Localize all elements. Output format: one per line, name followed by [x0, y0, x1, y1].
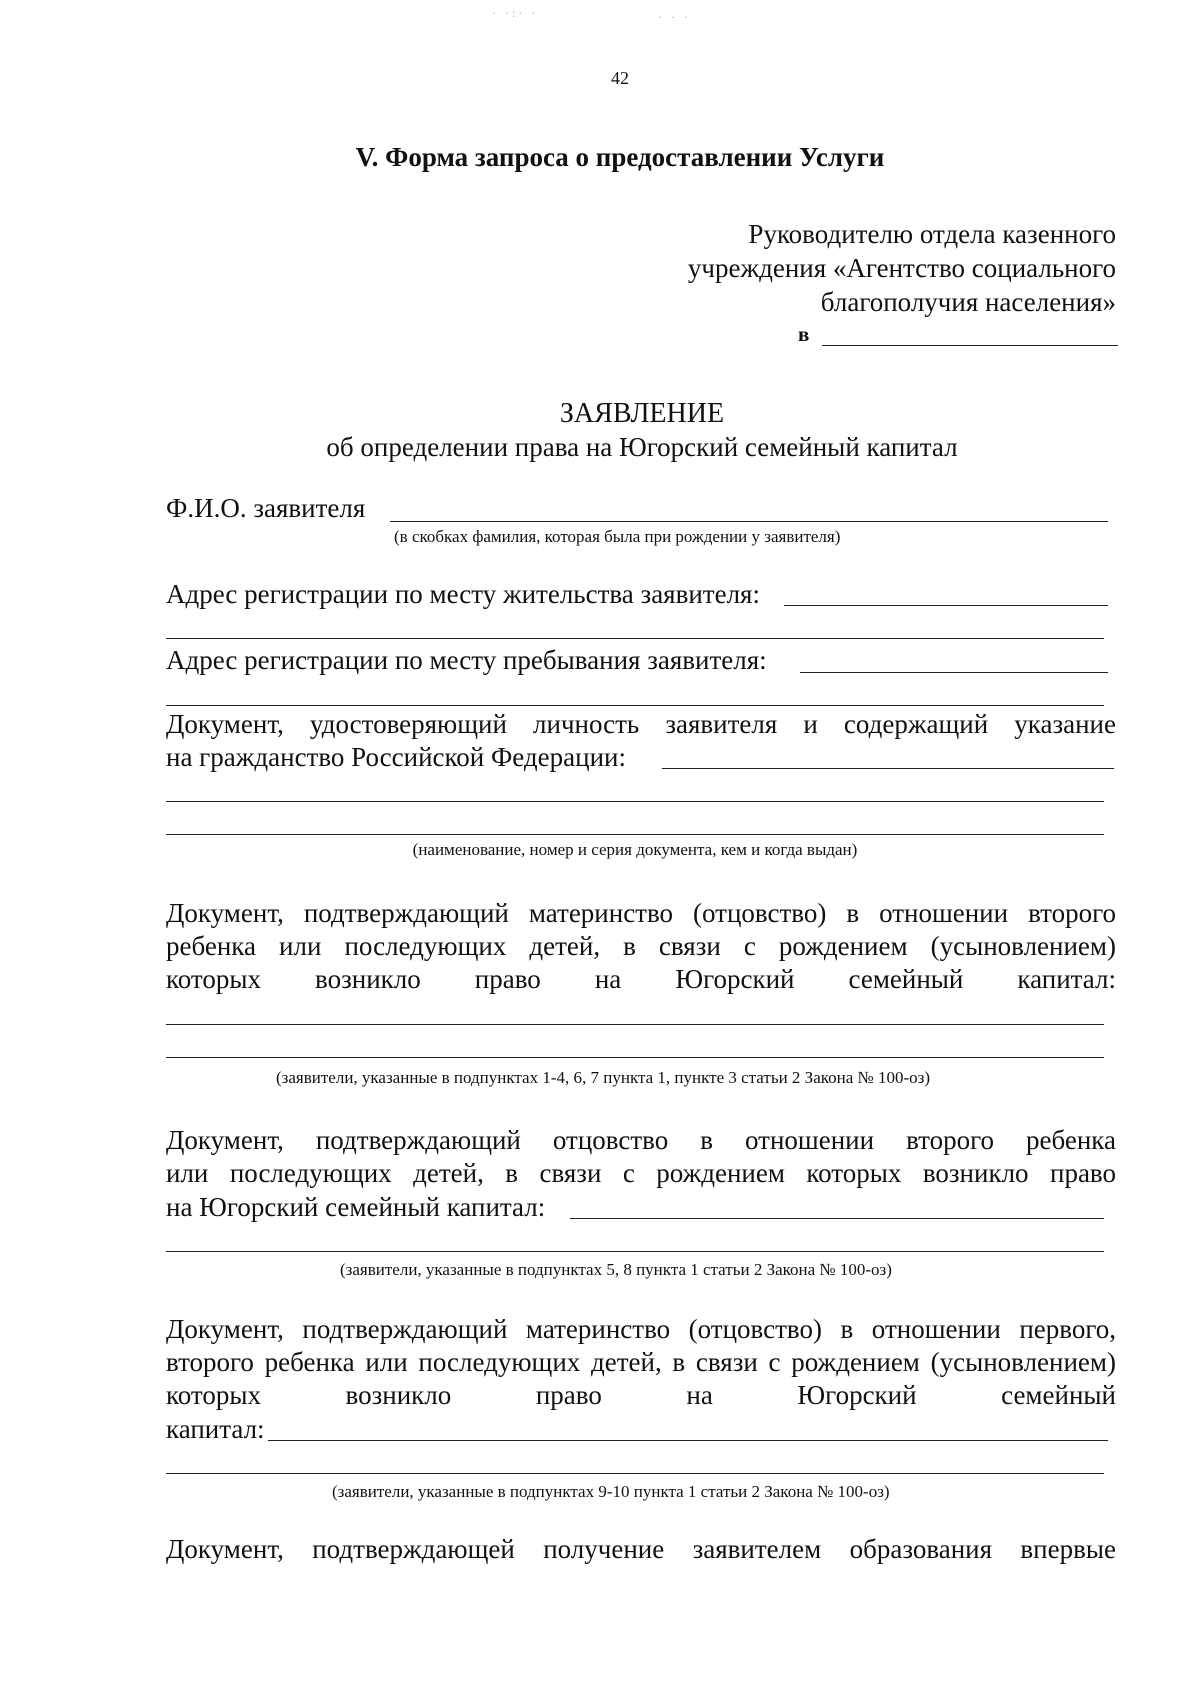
maternity-line-2: ребенка или последующих детей, в связи с рождением (усыновлением) [166, 931, 1116, 961]
identity-doc-line-a[interactable] [662, 768, 1114, 769]
first-child-line-4: капитал: [166, 1414, 265, 1444]
first-child-line-2: второго ребенка или последующих детей, в связи с рождением (усыновлением) [166, 1347, 1116, 1377]
reg-stay-label: Адрес регистрации по месту пребывания заявителя: [166, 645, 767, 675]
addressee-line-2: учреждения «Агентство социального [687, 253, 1116, 283]
paternity-line-2: или последующих детей, в связи с рождением которых возникло право [166, 1158, 1116, 1188]
fio-label: Ф.И.О. заявителя [166, 493, 366, 523]
addressee-line-3: благополучия населения» [820, 287, 1116, 317]
fio-line[interactable] [390, 521, 1108, 522]
statement-title: ЗАЯВЛЕНИЕ [559, 398, 725, 429]
scan-noise-top-right: · · · [658, 10, 691, 24]
paternity-hint: (заявители, указанные в подпунктах 5, 8 пункта 1 статьи 2 Закона № 100-оз) [340, 1260, 892, 1279]
fio-hint: (в скобках фамилия, которая была при рождении у заявителя) [394, 527, 841, 546]
statement-subtitle: об определении права на Югорский семейный капитал [326, 432, 958, 462]
first-child-line-a[interactable] [268, 1440, 1108, 1441]
first-child-line-b[interactable] [166, 1473, 1104, 1474]
reg-residence-line-1[interactable] [784, 605, 1108, 606]
paternity-line-a[interactable] [570, 1218, 1104, 1219]
reg-residence-line-2[interactable] [166, 638, 1104, 639]
section-title: V. Форма запроса о предоставлении Услуги [355, 142, 885, 172]
reg-stay-line-2[interactable] [166, 705, 1104, 706]
identity-doc-line-2: на гражданство Российской Федерации: [166, 742, 626, 772]
identity-doc-line-b[interactable] [166, 801, 1104, 802]
identity-doc-hint: (наименование, номер и серия документа, кем и когда выдан) [412, 840, 858, 859]
maternity-hint: (заявители, указанные в подпунктах 1-4, 6, 7 пункта 1, пункте 3 статьи 2 Закона № 100-оз) [276, 1068, 931, 1087]
reg-stay-line-1[interactable] [800, 672, 1108, 673]
addressee-blank-line[interactable] [822, 345, 1118, 346]
first-child-line-3: которых возникло право на Югорский семейный [166, 1380, 1116, 1410]
education-line-1: Документ, подтверждающей получение заявителем образования впервые [166, 1534, 1116, 1564]
paternity-line-3: на Югорский семейный капитал: [166, 1192, 546, 1222]
maternity-line-a[interactable] [166, 1024, 1104, 1025]
maternity-line-1: Документ, подтверждающий материнство (отцовство) в отношении второго [166, 898, 1116, 928]
identity-doc-line-1: Документ, удостоверяющий личность заявителя и содержащий указание [166, 709, 1116, 739]
maternity-line-3: которых возникло право на Югорский семейный капитал: [166, 964, 1116, 994]
identity-doc-line-c[interactable] [166, 834, 1104, 835]
page-number: 42 [611, 68, 629, 88]
paternity-line-1: Документ, подтверждающий отцовство в отношении второго ребенка [166, 1125, 1116, 1155]
maternity-line-b[interactable] [166, 1057, 1104, 1058]
addressee-in-label: в [798, 322, 810, 346]
addressee-line-1: Руководителю отдела казенного [748, 219, 1116, 249]
scan-noise-top: · ·:· · [492, 6, 539, 20]
paternity-line-b[interactable] [166, 1251, 1104, 1252]
first-child-hint: (заявители, указанные в подпунктах 9-10 пункта 1 статьи 2 Закона № 100-оз) [332, 1482, 890, 1501]
first-child-line-1: Документ, подтверждающий материнство (отцовство) в отношении первого, [166, 1314, 1116, 1344]
reg-residence-label: Адрес регистрации по месту жительства заявителя: [166, 579, 760, 609]
